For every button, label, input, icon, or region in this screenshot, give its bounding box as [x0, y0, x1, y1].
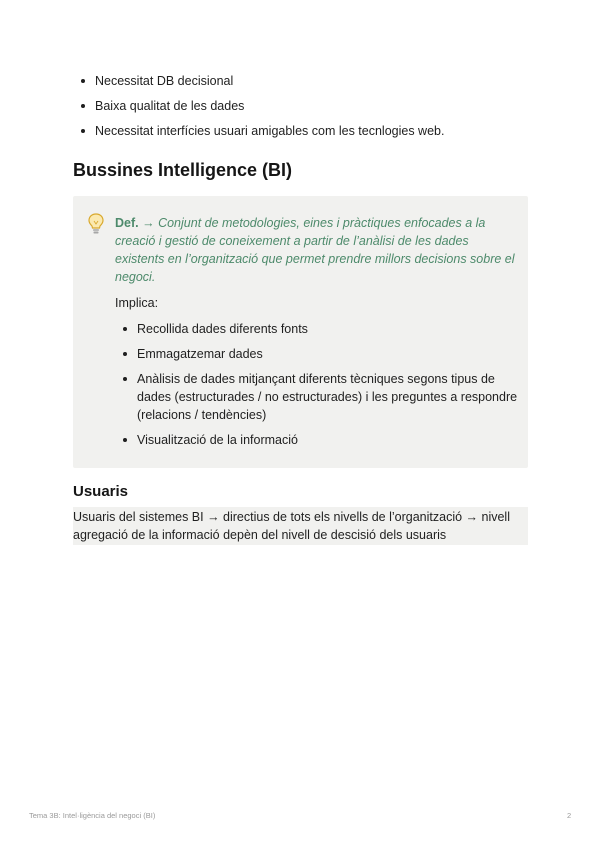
usuaris-title: Usuaris	[73, 483, 129, 500]
list-item: Baixa qualitat de les dades	[73, 97, 533, 115]
list-item: Anàlisis de dades mitjançant diferents tècniques segons tipus de dades (estructurades / no estructurades) i les preguntes a respondre (relacions / tendències)	[115, 370, 518, 424]
usuaris-text: Usuaris del sistemes BI → directius de tots els nivells de l’organització → nivell agregació de la informació depèn del nivell de descisió dels usuaris	[73, 507, 528, 545]
callout-body	[115, 214, 518, 456]
definition-content: → Conjunt de metodologies, eines i pràctiques enfocades a la creació i gestió de coneixement a partir de l’anàlisi de les dades existents en l’organització que permet prendre millors decisions sobre el negoci.	[115, 216, 515, 284]
implica-label: Implica:	[115, 296, 159, 310]
top-bullet-list	[73, 72, 533, 147]
list-item: Recollida dades diferents fonts	[115, 320, 518, 338]
implica-list	[115, 320, 518, 449]
definition-label: Def.	[115, 216, 139, 230]
footer-title: Tema 3B: Intel·ligència del negoci (BI)	[29, 811, 156, 820]
section-title: Bussines Intelligence (BI)	[73, 160, 293, 180]
list-item: Necessitat DB decisional	[73, 72, 533, 90]
list-item: Visualització de la informació	[115, 431, 518, 449]
definition-callout	[73, 196, 528, 468]
page-number: 2	[567, 811, 572, 820]
list-item: Necessitat interfícies usuari amigables com les tecnlogies web.	[73, 122, 533, 140]
lightbulb-icon	[87, 212, 105, 236]
definition-text	[115, 214, 518, 286]
list-item: Emmagatzemar dades	[115, 345, 518, 363]
